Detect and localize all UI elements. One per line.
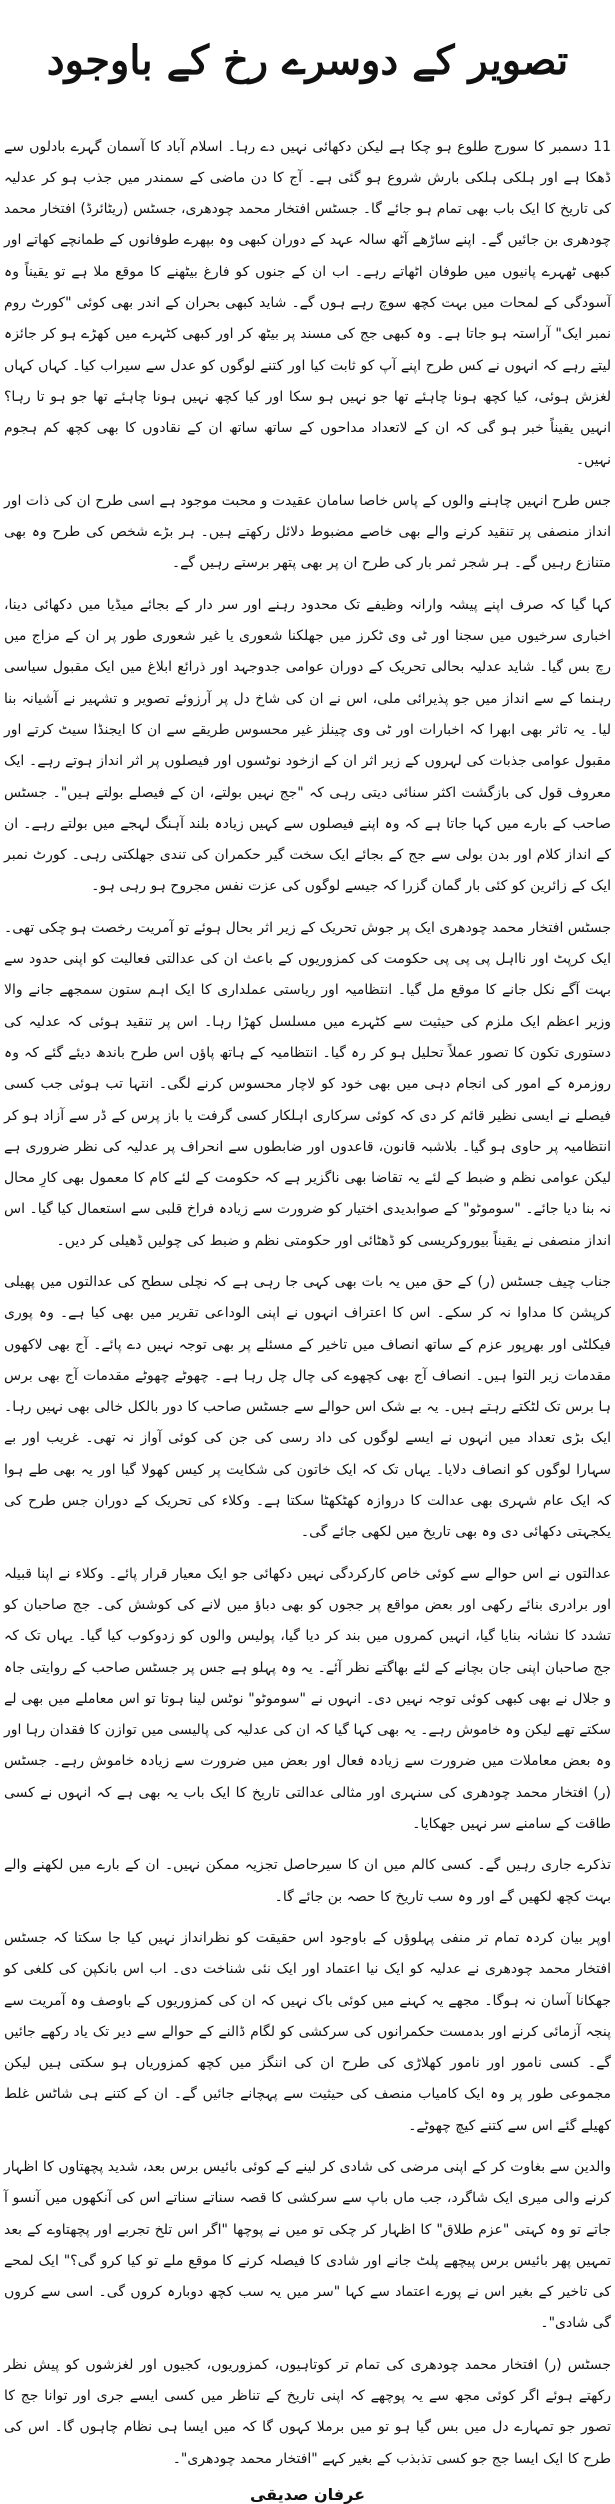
paragraph: جس طرح انہیں چاہنے والوں کے پاس خاصا سامان عقیدت و محبت موجود ہے اسی طرح ان کی ذات اور انداز منصفی پر تنقید کرنے والے بھی خاصے مضبوط دلائل رکھتے ہیں۔ ہر بڑے شخص کی طرح وہ بھی متنازع رہیں گے۔ ہر شجر ثمر بار کی طرح ان پر بھی پتھر برستے رہیں گے۔ xyxy=(4,492,611,572)
paragraph: تذکرے جاری رہیں گے۔ کسی کالم میں ان کا سیرحاصل تجزیہ ممکن نہیں۔ ان کے بارے میں لکھنے والے بہت کچھ لکھیں گے اور وہ سب تاریخ کا حصہ بن جائے گا۔ xyxy=(4,1857,611,1905)
paragraph: اوپر بیان کردہ تمام تر منفی پہلوؤں کے باوجود اس حقیقت کو نظرانداز نہیں کیا جا سکتا کہ جسٹس افتخار محمد چودھری نے عدلیہ کو ایک نیا اعتماد اور ایک نئی شناخت دی۔ اب اس بانکپن کی کلغی کو جھکانا آسان نہ ہوگا۔ مجھے یہ کہنے میں کوئی باک نہیں کہ ان کی کمزوریوں کے باوصف وہ آمریت سے پنجہ آزمائی کرنے اور بدمست حکمرانوں کی سرکشی کو لگام ڈالنے کے حوالے سے دیر تک یاد رکھے جائیں گے۔ کسی نامور اور نامور کھلاڑی کی طرح ان کی اننگز میں کچھ کمزوریاں ہو سکتی ہیں لیکن مجموعی طور پر وہ ایک کامیاب منصف کی حیثیت سے پہچانے جائیں گے۔ ان کے کتنے ہی شاٹس غلط کھیلے گئے اس سے کتنے کیچ چھوٹے۔ xyxy=(4,1929,611,2134)
paragraph: عدالتوں نے اس حوالے سے کوئی خاص کارکردگی نہیں دکھائی جو ایک معیار قرار پائے۔ وکلاء نے اپنا قبیلہ اور برادری بنائے رکھی اور بعض مواقع پر ججوں کو بھی دباؤ میں لانے کی کوشش کی۔ جج صاحبان کو تشدد کا نشانہ بنایا گیا، انہیں کمروں میں بند کر دیا گیا، پولیس والوں کو زدوکوب کیا گیا۔ یہاں تک کہ جج صاحبان اپنی جان بچانے کے لئے بھاگتے نظر آئے۔ یہ وہ پہلو ہے جس پر جسٹس صاحب کے روایتی جاہ و جلال نے بھی کبھی کوئی توجہ نہیں دی۔ انہوں نے "سوموٹو" نوٹس لینا ہوتا تو اس معاملے میں بھی لے سکتے تھے لیکن وہ خاموش رہے۔ یہ بھی کہا گیا کہ ان کی عدلیہ کی پالیسی میں توازن کا فقدان رہا اور وہ بعض معاملات میں ضرورت سے زیادہ فعال اور بعض میں ضرورت سے زیادہ خاموش رہے۔ جسٹس (ر) افتخار محمد چودھری کی سنہری اور مثالی عدالتی تاریخ کا ایک باب یہ بھی ہے کہ انہوں نے کسی طاقت کے سامنے سر نہیں جھکایا۔ xyxy=(4,1565,611,1833)
paragraph: کہا گیا کہ صرف اپنے پیشہ وارانہ وظیفے تک محدود رہنے اور سر دار کے بجائے میڈیا میں دکھائی دینا، اخباری سرخیوں میں سجنا اور ٹی وی ٹکرز میں جھلکنا شعوری یا غیر شعوری طور پر ان کے مزاج میں رچ بس گیا۔ شاید عدلیہ بحالی تحریک کے دوران عوامی جدوجہد اور ذرائع ابلاغ میں ایک مقبول سیاسی رہنما کے سے انداز میں جو پذیرائی ملی، اس نے ان کی شاخ دل پر آرزوئے تصویر و تشہیر نے آشیانہ بنا لیا۔ یہ تاثر بھی ابھرا کہ اخبارات اور ٹی وی چینلز غیر محسوس طریقے سے ان کا ایجنڈا سیٹ کرتے اور مقبول عوامی جذبات کی لہروں کے زیر اثر ان کے ازخود نوٹسوں اور فیصلوں پر اثر انداز ہوتے رہے۔ ایک معروف قول کی بازگشت اکثر سنائی دیتی رہی کہ "جج نہیں بولتے، ان کے فیصلے بولتے ہیں"۔ جسٹس صاحب کے بارے میں کہا جاتا ہے کہ وہ اپنے فیصلوں سے کہیں زیادہ بلند آہنگ لہجے میں بولتے رہے۔ ان کے انداز کلام اور بدن بولی سے جج کے بجائے ایک سخت گیر حکمران کی تندی جھلکتی رہی۔ کورٹ نمبر ایک کے زائرین کو کئی بار گمان گزرا کہ جیسے لوگوں کی عزت نفس مجروح ہو رہی ہو۔ xyxy=(4,596,611,895)
column-title: تصویر کے دوسرے رخ کے باوجود xyxy=(46,36,569,84)
column-body xyxy=(4,132,611,2475)
paragraph: جسٹس افتخار محمد چودھری ایک پر جوش تحریک کے زیر اثر بحال ہوئے تو آمریت رخصت ہو چکی تھی۔ ایک کرپٹ اور نااہل پی پی پی حکومت کی کمزوریوں کے باعث ان کی عدالتی فعالیت کو اپنی حدود سے بہت آگے نکل جانے کا موقع مل گیا۔ انتظامیہ اور ریاستی عملداری کا ایک اہم ستون سمجھے جانے والا وزیر اعظم ایک ملزم کی حیثیت سے کٹہرے میں مسلسل کھڑا رہا۔ اس پر تنقید ہوئی کہ عدلیہ کی دستوری تکون کا تصور عملاً تحلیل ہو کر رہ گیا۔ انتظامیہ کے ہاتھ پاؤں اس طرح باندھ دیئے گئے کہ وہ روزمرہ کے امور کی انجام دہی میں بھی خود کو لاچار محسوس کرنے لگی۔ انتہا تب ہوئی جب کسی فیصلے نے ایسی نظیر قائم کر دی کہ کوئی سرکاری اہلکار کسی گرفت یا باز پرس کے ڈر سے آزاد ہو کر انتظامیہ پر حاوی ہو گیا۔ بلاشبہ قانون، قاعدوں اور ضابطوں سے انحراف پر عدلیہ کی نظر ضروری ہے لیکن عوامی نظم و ضبط کے لئے یہ تقاضا بھی ناگزیر ہے کہ حکومت کے لئے کام کا معمول بھی کارِ محال نہ بنا دیا جائے۔ "سوموٹو" کے صوابدیدی اختیار کو ضرورت سے زیادہ فراخ قلبی سے استعمال کیا گیا۔ اس انداز منصفی نے یقیناً بیوروکریسی کو ڈھٹائی اور حکومتی نظم و ضبط کی چولیں ڈھیلی کر دیں۔ xyxy=(4,919,611,1249)
paragraph: جناب چیف جسٹس (ر) کے حق میں یہ بات بھی کہی جا رہی ہے کہ نچلی سطح کی عدالتوں میں پھیلی کرپشن کا مداوا نہ کر سکے۔ اس کا اعتراف انہوں نے اپنی الوداعی تقریر میں بھی کیا ہے۔ وہ پوری فیکلٹی اور بھرپور عزم کے ساتھ انصاف میں تاخیر کے مسئلے پر بھی توجہ نہیں دے پائے۔ آج بھی لاکھوں مقدمات زیر التوا ہیں۔ انصاف آج بھی کچھوے کی چال چل رہا ہے۔ چھوٹے چھوٹے مقدمات آج بھی برس ہا برس تک لٹکتے رہتے ہیں۔ یہ بے شک اس حوالے سے جسٹس صاحب کا دور بالکل خالی بھی نہیں رہا۔ ایک بڑی تعداد میں انہوں نے ایسے لوگوں کی داد رسی کی جن کی کوئی آواز نہ تھی۔ غریب اور بے سہارا لوگوں کو انصاف دلایا۔ یہاں تک کہ ایک خاتون کی شکایت پر کیس کھولا گیا اور یہ بھی طے ہوا کہ ایک عام شہری بھی عدالت کا دروازہ کھٹکھٹا سکتا ہے۔ وکلاء کی تحریک کے دوران جس طرح کی یکجہتی دکھائی دی وہ بھی تاریخ میں لکھی جائے گی۔ xyxy=(4,1273,611,1541)
newspaper-column xyxy=(0,27,615,2504)
paragraph: والدین سے بغاوت کر کے اپنی مرضی کی شادی کر لینے کے کوئی بائیس برس بعد، شدید پچھتاوں کا اظہار کرنے والی میری ایک شاگرد، جب ماں باپ سے سرکشی کا قصہ سناتے سناتے اس کی آنکھوں میں آنسو آ جاتے تو وہ کہتی "عزم طلاق" کا اظہار کر چکی تو میں نے پوچھا "اگر اس تلخ تجربے اور پچھتاوے کے بعد تمہیں پھر بائیس برس پیچھے پلٹ جانے اور شادی کا فیصلہ کرنے کا موقع ملے تو کیا کرو گی؟" ایک لمحے کی تاخیر کے بغیر اس نے پورے اعتماد سے کہا "سر میں یہ سب کچھ دوبارہ کروں گی۔ اسی سے کروں گی شادی"۔ xyxy=(4,2159,611,2332)
paragraph: جسٹس (ر) افتخار محمد چودھری کی تمام تر کوتاہیوں، کمزوریوں، کجیوں اور لغزشوں کو پیش نظر رکھتے ہوئے اگر کوئی مجھ سے یہ پوچھے کہ اپنی تاریخ کے تناظر میں کسی ایسے جری اور توانا جج کا تصور جو تمہارے دل میں بس گیا ہو تو میں برملا کہوں گا کہ میں ایسا ہی نظام چاہوں گا۔ اس کی طرح کا ایک ایسا جج جو کسی تذبذب کے بغیر کہے "افتخار محمد چودھری"۔ xyxy=(4,2356,611,2467)
paragraph: 11 دسمبر کا سورج طلوع ہو چکا ہے لیکن دکھائی نہیں دے رہا۔ اسلام آباد کا آسمان گہرے بادلوں سے ڈھکا ہے اور ہلکی ہلکی بارش شروع ہو گئی ہے۔ آج کا دن ماضی کے سمندر میں جذب ہو کر عدلیہ کی تاریخ کا ایک باب بھی تمام ہو جائے گا۔ جسٹس افتخار محمد چودھری، جسٹس (ریٹائرڈ) افتخار محمد چودھری بن جائیں گے۔ اپنے ساڑھے آٹھ سالہ عہد کے دوران کبھی وہ بپھرے طوفانوں کے طمانچے کھاتے اور کبھی ٹھہرے پانیوں میں طوفان اٹھاتے رہے۔ اب ان کے جنوں کو فارغ بیٹھنے کا موقع ملا ہے تو یقیناً وہ آسودگی کے لمحات میں بہت کچھ سوچ رہے ہوں گے۔ شاید کبھی بحران کے اندر بھی کوئی "کورٹ روم نمبر ایک" آراستہ ہو جاتا ہے۔ وہ کبھی جج کی مسند پر بیٹھ کر اور کبھی کٹہرے میں کھڑے ہو کر جائزہ لیتے رہے کہ انہوں نے کس طرح اپنے آپ کو ثابت کیا اور کتنے لوگوں کو عدل سے سیراب کیا۔ کہاں کہاں لغزش ہوئی، کیا کچھ ہونا چاہئے تھا جو نہیں ہو سکا اور کیا کچھ نہیں ہونا چاہئے تھا جو ہو تا رہا؟ انہیں یقیناً خبر ہو گی کہ ان کے لاتعداد مداحوں کے ساتھ ساتھ ان کے نقادوں کا بھی کچھ کم ہجوم نہیں۔ xyxy=(4,138,611,468)
author-name: عرفان صدیقی xyxy=(249,2484,365,2504)
